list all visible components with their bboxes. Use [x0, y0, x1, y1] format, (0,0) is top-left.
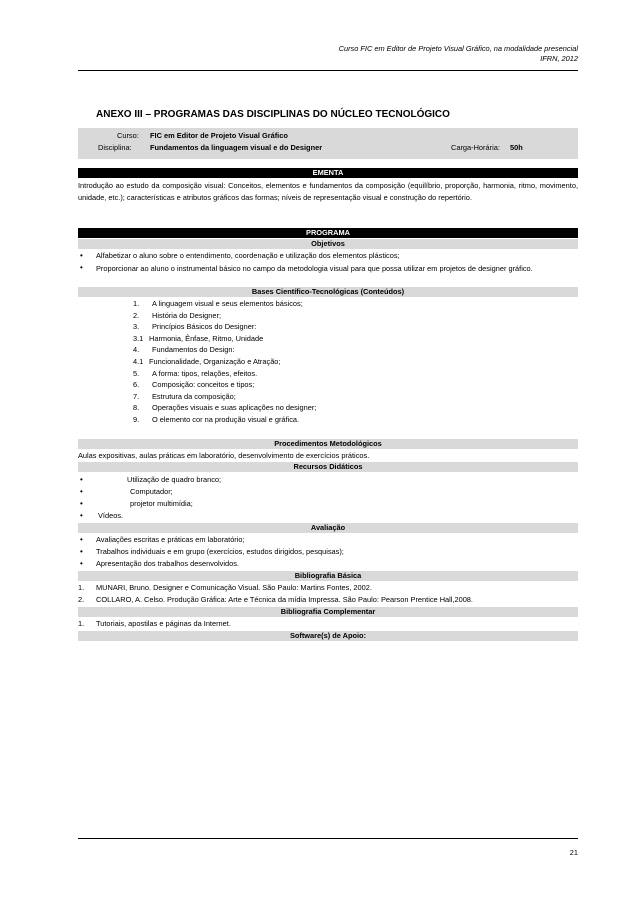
bases-item: Princípios Básicos do Designer:: [152, 322, 257, 332]
bases-heading: Bases Científico-Tecnológicas (Conteúdos): [78, 287, 578, 297]
carga-label: Carga-Horária:: [451, 143, 500, 152]
bibliografia-complementar-heading: Bibliografia Complementar: [78, 607, 578, 617]
bases-item-number: 4.1: [133, 357, 144, 366]
bases-item-number: 8.: [133, 403, 140, 413]
bases-item: Operações visuais e suas aplicações no designer;: [152, 403, 317, 413]
bullet-icon: •: [80, 251, 83, 260]
bases-item: Funcionalidade, Organização e Atração;: [149, 357, 281, 366]
bases-item-number: 4.: [133, 345, 140, 355]
bullet-icon: •: [80, 475, 83, 484]
carga-value: 50h: [510, 143, 523, 152]
running-header: [339, 44, 578, 64]
bases-item: Harmonia, Ênfase, Ritmo, Unidade: [149, 333, 264, 343]
header-line-2: IFRN, 2012: [540, 54, 578, 63]
recurso-item: Vídeos.: [98, 511, 124, 520]
course-info-band: [78, 128, 578, 159]
bases-item-number: 1.: [133, 299, 140, 308]
disciplina-label: Disciplina:: [98, 143, 132, 152]
ementa-text: Introdução ao estudo da composição visual: Conceitos, elementos e fundamentos da composição (equilíbrio, proporção, harmonia, ritmo, movimento, unidade, etc.); características e atributos gráficos das formas; níveis de representação visual e construção do repertório.: [78, 181, 578, 202]
bullet-icon: •: [80, 559, 83, 568]
bases-item-number: 6.: [133, 380, 140, 390]
objetivo-item: Proporcionar ao aluno o instrumental básico no campo da metodologia visual para que possa utilizar em projetos de designer gráfico.: [96, 264, 533, 273]
bases-item: A forma: tipos, relações, efeitos.: [152, 368, 258, 378]
bullet-icon: •: [80, 487, 83, 496]
software-heading: Software(s) de Apoio:: [78, 631, 578, 641]
avaliacao-heading: Avaliação: [78, 523, 578, 533]
procedimentos-text: Aulas expositivas, aulas práticas em laboratório, desenvolvimento de exercícios práticos.: [78, 451, 370, 460]
biblio-number: 1.: [78, 583, 85, 592]
bases-item-number: 9.: [133, 415, 140, 424]
page-title: ANEXO III – PROGRAMAS DAS DISCIPLINAS DO NÚCLEO TECNOLÓGICO: [96, 109, 450, 120]
biblio-comp-number: 1.: [78, 619, 85, 628]
objetivos-heading: Objetivos: [78, 239, 578, 249]
bullet-icon: •: [80, 263, 83, 272]
ementa-heading: EMENTA: [78, 168, 578, 178]
bullet-icon: •: [80, 535, 83, 544]
bases-item: Composição: conceitos e tipos;: [152, 380, 255, 390]
bases-item-number: 2.: [133, 310, 140, 320]
bases-item: História do Designer;: [152, 310, 222, 320]
bullet-icon: •: [80, 547, 83, 556]
bases-item: O elemento cor na produção visual e gráfica.: [152, 415, 300, 424]
avaliacao-item: Trabalhos individuais e em grupo (exercícios, estudos dirigidos, pesquisas);: [96, 547, 344, 556]
bases-item: A linguagem visual e seus elementos básicos;: [152, 299, 303, 308]
page-number: 21: [569, 848, 578, 857]
bases-item-number: 3.1: [133, 333, 144, 343]
bases-item-number: 3.: [133, 322, 140, 332]
footer-rule: [78, 838, 578, 839]
bullet-icon: •: [80, 499, 83, 508]
recursos-heading: Recursos Didáticos: [78, 462, 578, 472]
recurso-item: projetor multimídia;: [130, 499, 193, 508]
curso-value: FIC em Editor de Projeto Visual Gráfico: [150, 131, 288, 140]
bibliografia-basica-heading: Bibliografia Básica: [78, 571, 578, 581]
programa-heading: PROGRAMA: [78, 228, 578, 238]
biblio-number: 2.: [78, 595, 85, 604]
disciplina-value: Fundamentos da linguagem visual e do Designer: [150, 143, 323, 152]
objetivo-item: Alfabetizar o aluno sobre o entendimento, coordenação e utilização dos elementos plásticos;: [96, 251, 400, 260]
bullet-icon: •: [80, 511, 83, 520]
bases-item: Fundamentos do Design:: [152, 345, 235, 355]
bases-item: Estrutura da composição;: [152, 391, 236, 401]
avaliacao-item: Avaliações escritas e práticas em laboratório;: [96, 535, 245, 544]
procedimentos-heading: Procedimentos Metodológicos: [78, 439, 578, 449]
biblio-item: MUNARI, Bruno. Designer e Comunicação Visual. São Paulo: Martins Fontes, 2002.: [96, 583, 372, 592]
header-line-1: Curso FIC em Editor de Projeto Visual Gráfico, na modalidade presencial: [338, 44, 578, 53]
bases-item-number: 5.: [133, 368, 140, 378]
header-rule: [78, 70, 578, 71]
biblio-comp-item: Tutoriais, apostilas e páginas da Internet.: [96, 619, 231, 628]
bases-item-number: 7.: [133, 391, 140, 401]
recurso-item: Utilização de quadro branco;: [127, 475, 222, 484]
curso-label: Curso:: [117, 131, 139, 140]
biblio-item: COLLARO, A. Celso. Produção Gráfica: Arte e Técnica da mídia Impressa. São Paulo: Pearson Prentice Hall,2008.: [96, 595, 473, 604]
avaliacao-item: Apresentação dos trabalhos desenvolvidos.: [96, 559, 239, 568]
recurso-item: Computador;: [130, 487, 173, 496]
